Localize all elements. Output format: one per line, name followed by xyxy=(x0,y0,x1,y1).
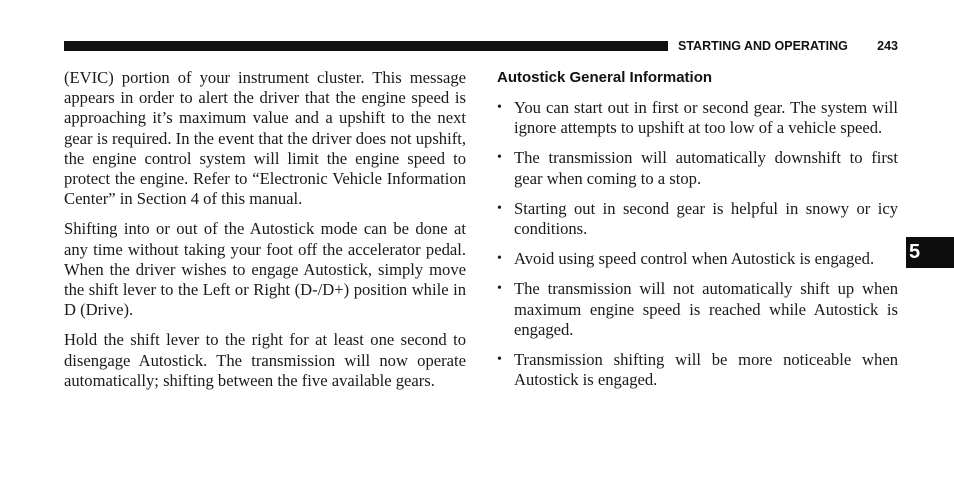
section-title: STARTING AND OPERATING xyxy=(678,39,848,53)
bullet-icon: • xyxy=(497,352,502,368)
list-item-text: The transmission will automatically downshift to first gear when coming to a stop. xyxy=(514,148,898,188)
list-item xyxy=(497,98,898,138)
bullet-icon: • xyxy=(497,281,502,297)
list-item-text: Transmission shifting will be more noticeable when Autostick is engaged. xyxy=(514,350,898,390)
section-heading: Autostick General Information xyxy=(497,69,713,86)
bullet-list xyxy=(497,98,898,390)
list-item-text: The transmission will not automatically shift up when maximum engine speed is reached while Autostick is engaged. xyxy=(514,279,898,339)
bullet-icon: • xyxy=(497,150,502,166)
paragraph: (EVIC) portion of your instrument cluster. This message appears in order to alert the driver that the engine speed is approaching it’s maximum value and a upshift to the next gear is required. In the event that the driver does not upshift, the engine control system will limit the engine speed to protect the engine. Refer to “Electronic Vehicle Information Center” in Section 4 of this manual. xyxy=(64,68,466,209)
list-item-text: Avoid using speed control when Autostick is engaged. xyxy=(514,249,875,269)
list-item xyxy=(497,249,898,269)
list-item-text: Starting out in second gear is helpful in snowy or icy conditions. xyxy=(514,198,898,239)
list-item xyxy=(497,350,898,390)
running-header xyxy=(678,37,898,55)
bullet-icon: • xyxy=(497,100,502,115)
header-rule xyxy=(64,41,668,51)
left-column xyxy=(64,68,466,401)
paragraph: Hold the shift lever to the right for at least one second to disengage Autostick. The transmission will now operate automatically; shifting between the five available gears. xyxy=(64,330,466,390)
list-item xyxy=(497,199,898,239)
chapter-number: 5 xyxy=(909,241,921,263)
chapter-tab xyxy=(906,237,954,268)
list-item xyxy=(497,148,898,188)
list-item xyxy=(497,279,898,340)
bullet-icon: • xyxy=(497,200,502,216)
list-item-text: You can start out in first or second gear. The system will ignore attempts to upshift at too low of a vehicle speed. xyxy=(514,98,898,138)
right-column xyxy=(497,68,898,400)
page-number: 243 xyxy=(877,39,898,53)
bullet-icon: • xyxy=(497,251,502,267)
paragraph: Shifting into or out of the Autostick mode can be done at any time without taking your foot off the accelerator pedal. When the driver wishes to engage Autostick, simply move the shift lever to the Left or Right (D-/D+) position while in D (Drive). xyxy=(64,219,466,320)
